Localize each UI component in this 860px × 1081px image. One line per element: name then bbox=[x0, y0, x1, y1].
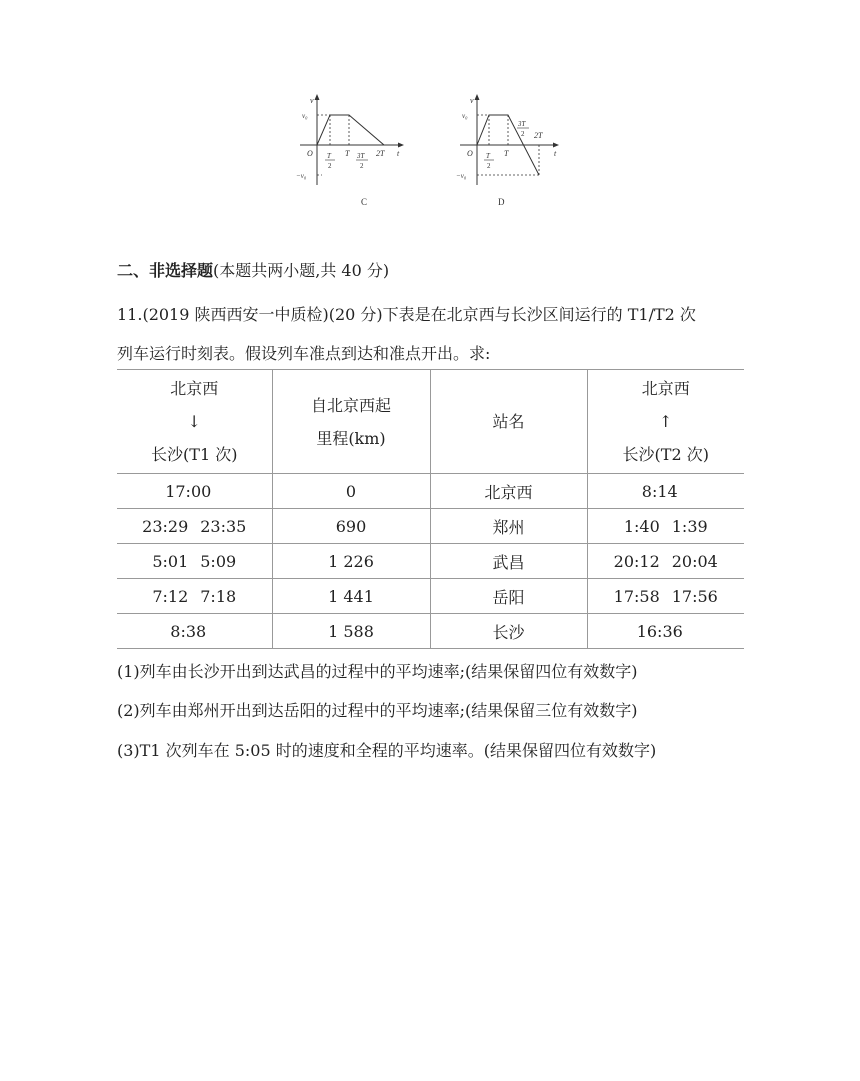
problem-line-2: 列车运行时刻表。假设列车准点到达和准点开出。求: bbox=[117, 344, 491, 363]
table-row: 5:01 5:09 1 226 武昌 20:12 20:04 bbox=[117, 544, 744, 579]
neg-v0-label: −v₀ bbox=[296, 172, 307, 180]
tick-half-t: T bbox=[327, 152, 331, 160]
v0-label: v₀ bbox=[302, 112, 308, 120]
tick-2t: 2T bbox=[376, 149, 385, 158]
v0-label: v₀ bbox=[462, 112, 468, 120]
t-label: t bbox=[554, 149, 557, 158]
tick-2t: 2T bbox=[534, 131, 543, 140]
table-row: 7:12 7:18 1 441 岳阳 17:58 17:56 bbox=[117, 579, 744, 614]
table-header-row bbox=[117, 370, 744, 474]
origin-label: O bbox=[467, 149, 473, 158]
tick-3half-t: 3T bbox=[357, 152, 365, 160]
neg-v0-label: −v₀ bbox=[456, 172, 467, 180]
header-station: 站名 bbox=[430, 370, 587, 474]
section-note: (本题共两小题,共 40 分) bbox=[213, 261, 390, 280]
svg-text:2: 2 bbox=[328, 162, 332, 170]
tick-t: T bbox=[345, 149, 350, 158]
down-arrow-icon: ↓ bbox=[187, 412, 201, 431]
question-3: (3)T1 次列车在 5:05 时的速度和全程的平均速率。(结果保留四位有效数字) bbox=[117, 741, 657, 760]
svg-text:2: 2 bbox=[487, 162, 491, 170]
header-t1: 北京西 ↓ 长沙(T1 次) bbox=[117, 370, 272, 474]
header-distance: 自北京西起 里程(km) bbox=[272, 370, 430, 474]
problem-line-1: 11.(2019 陕西西安一中质检)(20 分)下表是在北京西与长沙区间运行的 T1/T2 次 bbox=[117, 305, 696, 324]
graph-c-caption: C bbox=[361, 197, 368, 207]
header-t2: 北京西 ↑ 长沙(T2 次) bbox=[587, 370, 744, 474]
svg-text:2: 2 bbox=[360, 162, 364, 170]
tick-half-t: T bbox=[486, 152, 490, 160]
section-title: 二、非选择题 bbox=[117, 261, 214, 280]
t-label: t bbox=[397, 149, 400, 158]
section-heading bbox=[117, 258, 389, 281]
up-arrow-icon: ↑ bbox=[659, 412, 673, 431]
question-1: (1)列车由长沙开出到达武昌的过程中的平均速率;(结果保留四位有效数字) bbox=[117, 662, 638, 681]
v-label: v bbox=[310, 96, 314, 105]
question-2: (2)列车由郑州开出到达岳阳的过程中的平均速率;(结果保留三位有效数字) bbox=[117, 701, 638, 720]
timetable bbox=[117, 369, 744, 649]
graph-c bbox=[290, 90, 415, 190]
velocity-curve bbox=[317, 115, 384, 145]
tick-3half-t: 3T bbox=[518, 120, 526, 128]
v-label: v bbox=[470, 96, 474, 105]
graph-d-caption: D bbox=[498, 197, 505, 207]
graph-d bbox=[450, 90, 575, 190]
svg-text:2: 2 bbox=[521, 130, 525, 138]
table-row: 23:29 23:35 690 郑州 1:40 1:39 bbox=[117, 509, 744, 544]
table-row: 17:00 0 北京西 8:14 bbox=[117, 474, 744, 509]
tick-t: T bbox=[504, 149, 509, 158]
origin-label: O bbox=[307, 149, 313, 158]
table-row: 8:38 1 588 长沙 16:36 bbox=[117, 614, 744, 649]
